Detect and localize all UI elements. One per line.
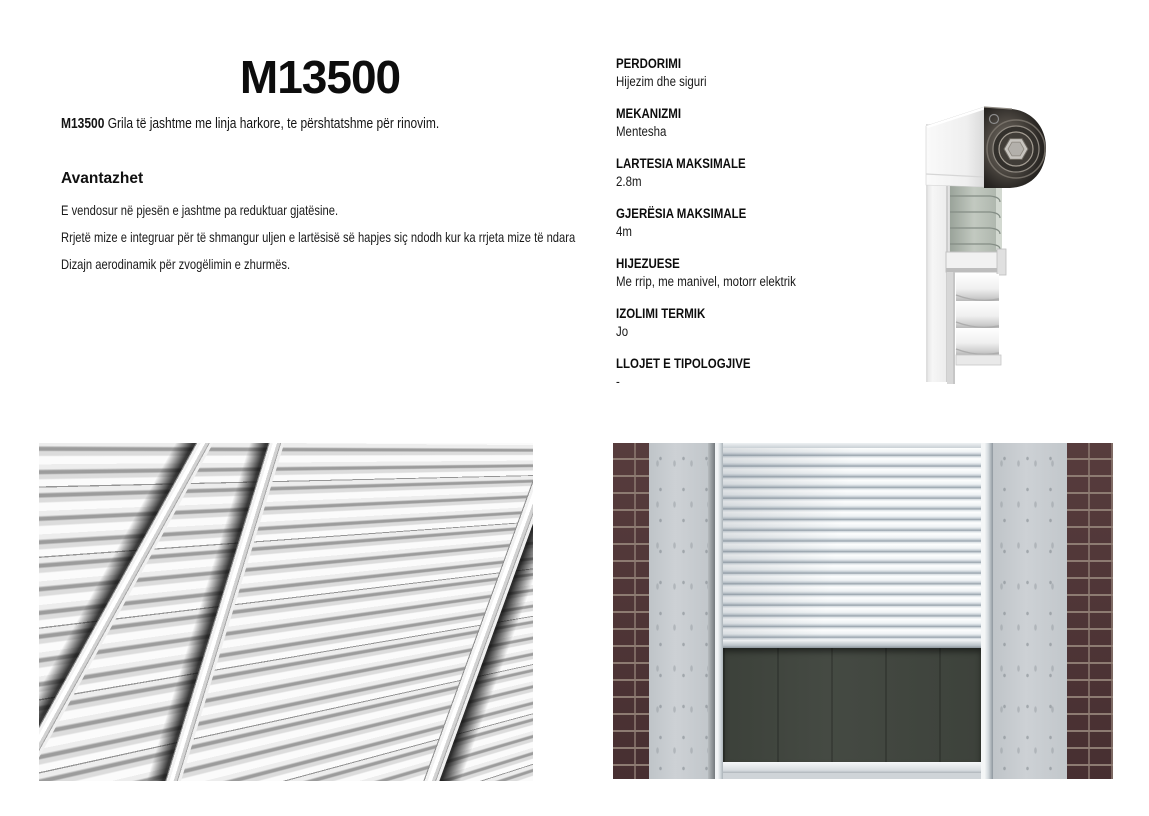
slat-guide-rail: [379, 443, 533, 781]
spec-label: LARTESIA MAKSIMALE: [616, 156, 746, 171]
spec-value: Mentesha: [616, 124, 667, 139]
spec-value: Hijezim dhe siguri: [616, 74, 707, 89]
shutter-guide-rail-left: [715, 443, 723, 779]
spec-value: 4m: [616, 224, 632, 239]
spec-list: [616, 56, 916, 406]
shutter-mechanism-render: [920, 100, 1048, 388]
window-center: [723, 443, 981, 779]
slats-closeup-photo: [39, 443, 533, 781]
shutter-end-slat: [723, 640, 981, 648]
spec-value: -: [616, 374, 620, 389]
advantage-item: Dizajn aerodinamik për zvogëlimin e zhurmës.: [61, 256, 291, 272]
intro-line: [61, 115, 534, 132]
window-glass: [723, 648, 981, 762]
spec-label: LLOJET E TIPOLOGJIVE: [616, 356, 751, 371]
shutter-mechanism-illustration: [920, 100, 1048, 388]
page-title: M13500: [239, 51, 401, 103]
spec-item-hijezuese: [616, 256, 916, 306]
spec-value: 2.8m: [616, 174, 642, 189]
shutter-guide-rail-right: [981, 443, 993, 779]
spec-item-mekanizmi: [616, 106, 916, 156]
brick-wall-left: [613, 443, 649, 779]
window-recess-shadow: [708, 443, 715, 779]
window-opening: [715, 443, 993, 779]
advantage-item: E vendosur në pjesën e jashtme pa reduktuar gjatësine.: [61, 202, 339, 218]
shutter-curtain: [723, 448, 981, 646]
intro-product-code: M13500: [61, 115, 105, 132]
concrete-pillar-left: [649, 443, 708, 779]
spec-value: Me rrip, me manivel, motorr elektrik: [616, 274, 796, 289]
brick-wall-right: [1067, 443, 1113, 779]
spec-item-izolimi-termik: [616, 306, 916, 356]
window-sill: [723, 762, 981, 773]
spec-item-llojet-e-tipologjive: [616, 356, 916, 406]
spec-value: Jo: [616, 324, 629, 339]
spec-label: PERDORIMI: [616, 56, 682, 71]
window-frame-bottom: [723, 773, 981, 779]
spec-label: HIJEZUESE: [616, 256, 680, 271]
spec-label: GJERËSIA MAKSIMALE: [616, 206, 747, 221]
advantage-item: Rrjetë mize e integruar për të shmangur uljen e lartësisë së hapjes siç ndodh kur ka rrjeta mize të ndara: [61, 229, 576, 245]
spec-item-perdorimi: [616, 56, 916, 106]
spec-label: MEKANIZMI: [616, 106, 682, 121]
spec-item-lartesia-maksimale: [616, 156, 916, 206]
spec-label: IZOLIMI TERMIK: [616, 306, 706, 321]
concrete-pillar-right: [993, 443, 1067, 779]
advantages-heading: Avantazhet: [61, 170, 144, 187]
spec-item-gjeresia-maksimale: [616, 206, 916, 256]
window-shutter-photo: [613, 443, 1113, 779]
intro-text: Grila të jashtme me linja harkore, te përshtatshme për rinovim.: [104, 115, 440, 132]
